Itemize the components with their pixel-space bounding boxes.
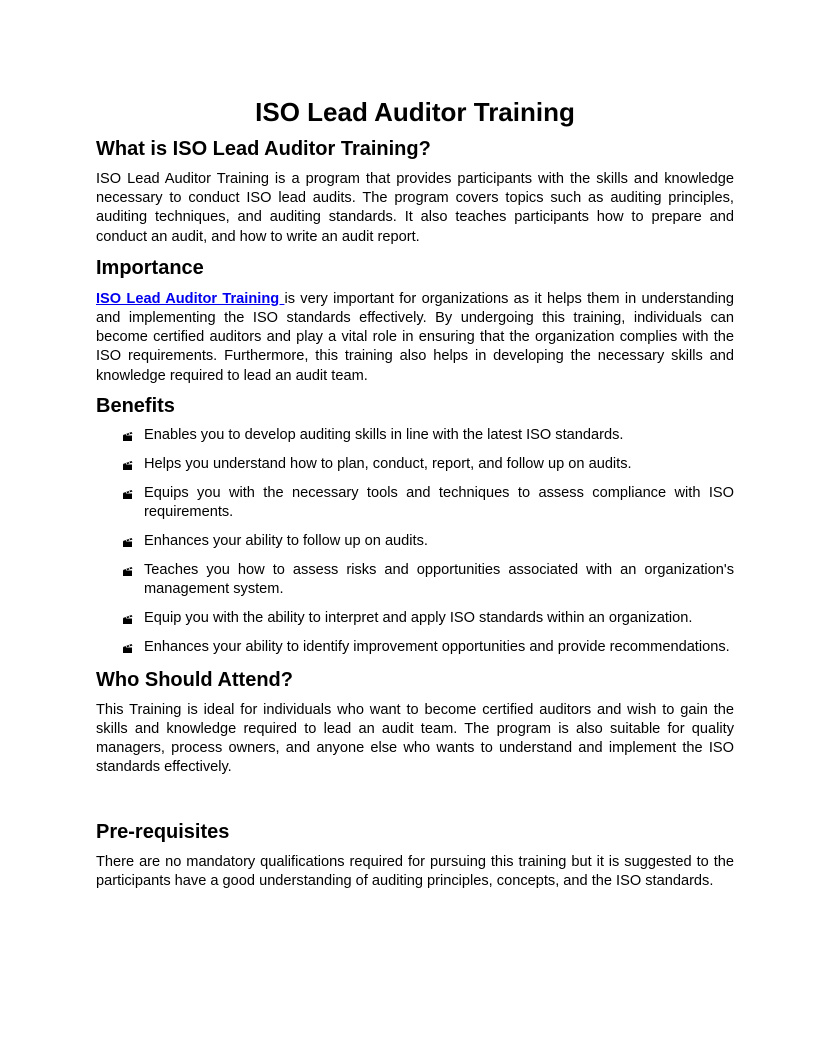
section-body-prerequisites: There are no mandatory qualifications required for pursuing this training but it is suggested to the participants have a good understanding of auditing principles, concepts, and the ISO standards. <box>96 853 734 889</box>
section-body-what: ISO Lead Auditor Training is a program that provides participants with the skills and knowledge necessary to conduct ISO lead audits. The program covers topics such as auditing principles, auditing techniques, and auditing standards. It also teaches participants how to prepare and conduct an audit, and how to write an audit report. <box>96 171 734 245</box>
page-title: ISO Lead Auditor Training <box>255 97 575 127</box>
clapperboard-bullet-icon <box>123 490 133 499</box>
list-item <box>96 455 734 474</box>
benefit-text: Teaches you how to assess risks and opportunities associated with an organization's management system. <box>144 561 734 597</box>
clapperboard-bullet-icon <box>123 538 133 547</box>
benefit-text: Equips you with the necessary tools and techniques to assess compliance with ISO requirements. <box>144 484 734 520</box>
benefits-list <box>96 426 734 657</box>
document-page <box>96 96 734 891</box>
clapperboard-bullet-icon <box>123 432 133 441</box>
iso-lead-auditor-training-link[interactable]: ISO Lead Auditor Training <box>96 290 285 307</box>
benefit-text: Helps you understand how to plan, conduct, report, and follow up on audits. <box>144 455 632 472</box>
benefit-text: Enhances your ability to follow up on audits. <box>144 532 428 549</box>
list-item <box>96 561 734 599</box>
clapperboard-bullet-icon <box>123 615 133 624</box>
benefit-text: Equip you with the ability to interpret and apply ISO standards within an organization. <box>144 609 693 626</box>
clapperboard-bullet-icon <box>123 644 133 653</box>
list-item <box>96 484 734 522</box>
list-item <box>96 609 734 628</box>
clapperboard-bullet-icon <box>123 567 133 576</box>
section-heading-prerequisites: Pre-requisites <box>96 820 230 843</box>
section-heading-importance: Importance <box>96 256 204 279</box>
benefit-text: Enables you to develop auditing skills in line with the latest ISO standards. <box>144 426 624 443</box>
list-item <box>96 532 734 551</box>
section-heading-benefits: Benefits <box>96 394 175 417</box>
section-heading-what: What is ISO Lead Auditor Training? <box>96 138 431 160</box>
importance-text: is very important for organizations as it helps them in understanding and implementing the ISO standards effectively. By undergoing this training, individuals can become certified auditors and play a vital role in ensuring that the organization complies with the ISO requirements. Furthermore, this training also helps in developing the necessary skills and knowledge required to lead an audit team. <box>96 290 735 384</box>
clapperboard-bullet-icon <box>123 461 133 470</box>
benefit-text: Enhances your ability to identify improvement opportunities and provide recommendations. <box>144 638 730 655</box>
list-item <box>96 426 734 445</box>
list-item <box>96 638 734 657</box>
section-body-who-should-attend: This Training is ideal for individuals who want to become certified auditors and wish to gain the skills and knowledge required to lead an audit team. The program is also suitable for quality managers, process owners, and anyone else who wants to understand and implement the ISO standards effectively. <box>96 701 734 776</box>
section-heading-who-should-attend: Who Should Attend? <box>96 668 293 691</box>
section-body-importance <box>96 290 734 386</box>
